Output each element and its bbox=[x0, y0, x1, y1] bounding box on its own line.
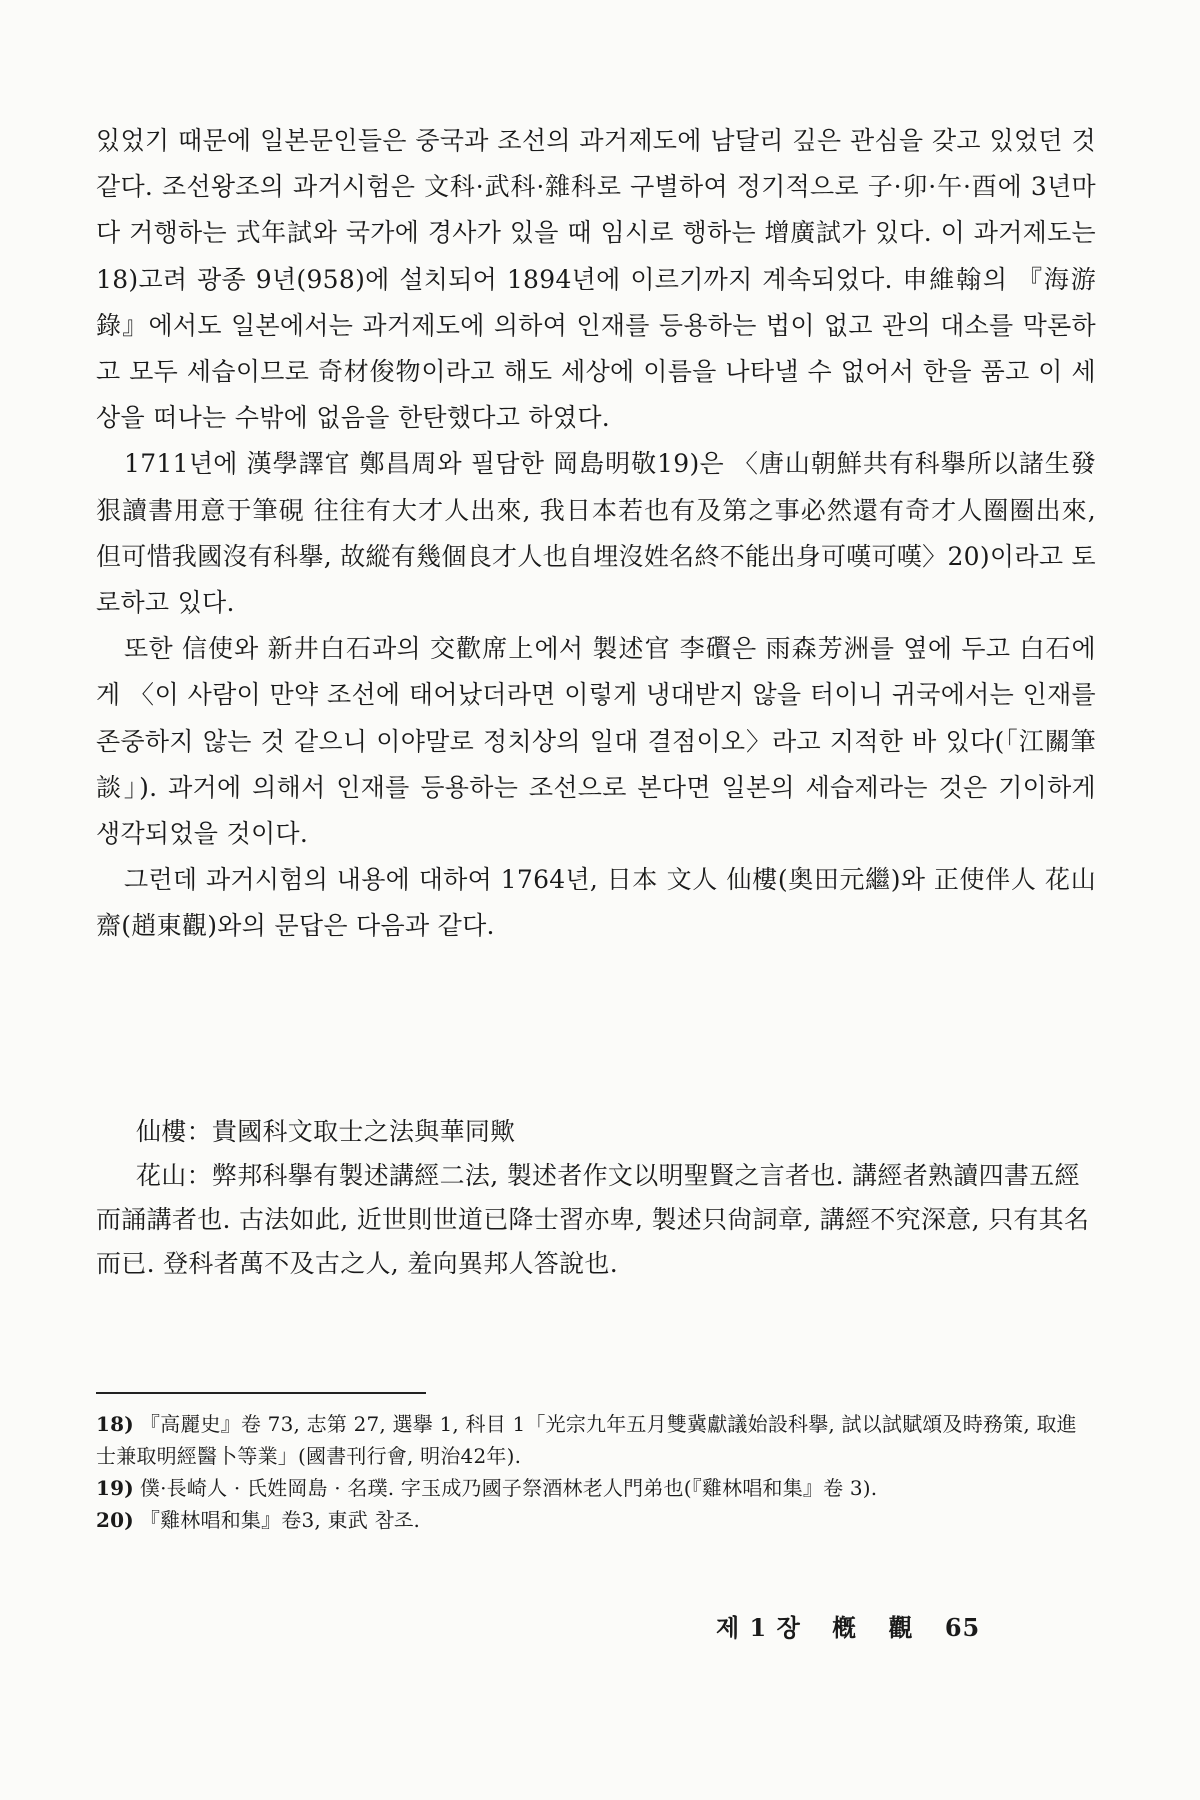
dialogue-line-1: 仙樓：貴國科文取士之法與華同歟 bbox=[136, 1117, 516, 1146]
chapter-title-b: 觀 bbox=[888, 1613, 914, 1642]
page-number: 65 bbox=[944, 1613, 981, 1642]
dialogue-line-2: 花山：弊邦科擧有製述講經二法, 製述者作文以明聖賢之言者也. 講經者熟讀四書五經而誦講者也. 古法如此, 近世則世道已降士習亦卑, 製述只尙詞章, 講經不究深意, 只有其名而已. 登科者萬不及古之人, 羞向異邦人答說也. bbox=[96, 1161, 1090, 1278]
footnote-20 bbox=[96, 1504, 1096, 1536]
page-footer bbox=[716, 1608, 980, 1643]
chapter-label: 제 1 장 bbox=[716, 1613, 801, 1642]
dialogue-block bbox=[96, 1110, 1096, 1286]
body-text bbox=[96, 118, 1096, 950]
footnote-mark: 20) bbox=[96, 1508, 134, 1532]
footnotes bbox=[96, 1408, 1096, 1536]
footnote-18 bbox=[96, 1408, 1096, 1472]
footnote-divider bbox=[96, 1392, 426, 1394]
footnote-mark: 19) bbox=[96, 1476, 134, 1500]
footnote-mark: 18) bbox=[96, 1412, 134, 1436]
body-paragraph-1: 있었기 때문에 일본문인들은 중국과 조선의 과거제도에 남달리 깊은 관심을 갖고 있었던 것 같다. 조선왕조의 과거시험은 文科·武科·雜科로 구별하여 정기적으로 子·卯·午·酉에 3년마다 거행하는 式年試와 국가에 경사가 있을 때 임시로 행하는 增廣試가 있다. 이 과거제도는18)고려 광종 9년(958)에 설치되어 1894년에 이르기까지 계속되었다. 申維翰의 『海游錄』에서도 일본에서는 과거제도에 의하여 인재를 등용하는 법이 없고 관의 대소를 막론하고 모두 세습이므로 奇材俊物이라고 해도 세상에 이름을 나타낼 수 없어서 한을 품고 이 세상을 떠나는 수밖에 없음을 한탄했다고 하였다. bbox=[96, 126, 1096, 433]
body-paragraph-3: 또한 信使와 新井白石과의 交歡席上에서 製述官 李礥은 雨森芳洲를 옆에 두고 白石에게 〈이 사람이 만약 조선에 태어났더라면 이렇게 냉대받지 않을 터이니 귀국에서는 인재를 존중하지 않는 것 같으니 이야말로 정치상의 일대 결점이오〉라고 지적한 바 있다(「江關筆談」). 과거에 의해서 인재를 등용하는 조선으로 본다면 일본의 세습제라는 것은 기이하게 생각되었을 것이다. bbox=[96, 634, 1096, 849]
footnote-text: 僕·長崎人 · 氏姓岡島 · 名璞. 字玉成乃國子祭酒林老人門弟也(『雞林唱和集』卷 3). bbox=[139, 1476, 878, 1500]
chapter-title-a: 槪 bbox=[832, 1613, 858, 1642]
footnote-19 bbox=[96, 1472, 1096, 1504]
footnote-text: 『雞林唱和集』卷3, 東武 참조. bbox=[139, 1508, 421, 1532]
body-paragraph-4: 그런데 과거시험의 내용에 대하여 1764년, 日本 文人 仙樓(奥田元繼)와 正使伴人 花山齋(趙東觀)와의 문답은 다음과 같다. bbox=[96, 865, 1096, 941]
body-paragraph-2: 1711년에 漢學譯官 鄭昌周와 필담한 岡島明敬19)은 〈唐山朝鮮共有科擧所以諸生發狠讀書用意于筆硯 往往有大才人出來, 我日本若也有及第之事必然還有奇才人圈圈出來, 但可惜我國沒有科擧, 故縱有幾個良才人也自埋沒姓名終不能出身可嘆可嘆〉20)이라고 토로하고 있다. bbox=[96, 449, 1096, 618]
footnote-text: 『高麗史』卷 73, 志第 27, 選擧 1, 科目 1「光宗九年五月雙冀獻議始設科擧, 試以試賦頌及時務策, 取進士兼取明經醫卜等業」(國書刊行會, 明治42年). bbox=[96, 1412, 1077, 1468]
